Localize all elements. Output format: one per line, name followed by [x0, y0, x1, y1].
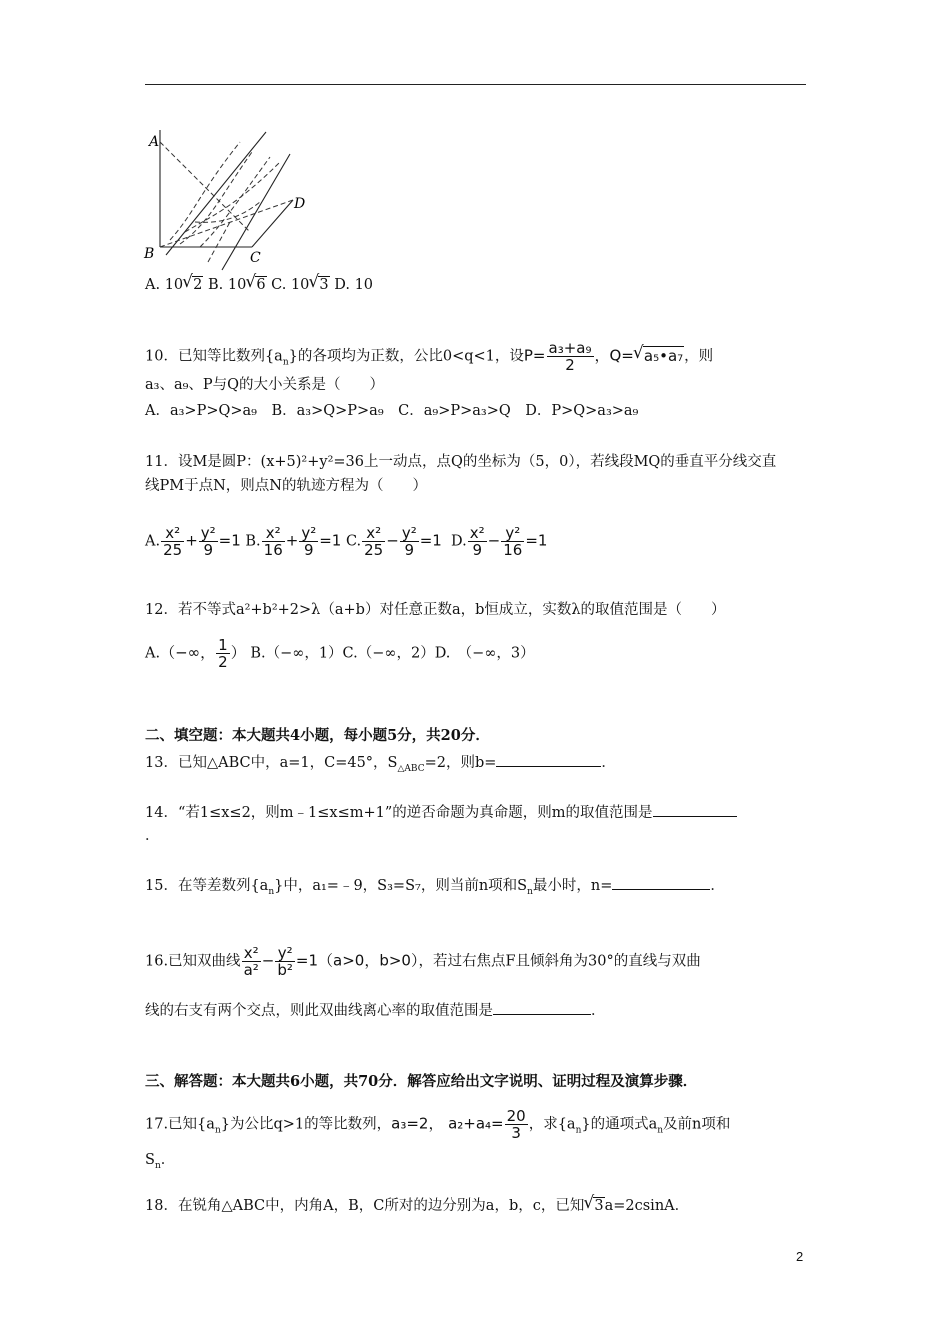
q10-options: A．a₃>P>Q>a₉ B．a₃>Q>P>a₉ C．a₉>P>a₃>Q D．P>Q>a₃>a₉: [145, 403, 639, 419]
q18: 18．在锐角△ABC中，内角A，B，C所对的边分别为a，b，c，已知√ 3a=2csinA．: [145, 1196, 689, 1216]
label-a: A: [149, 134, 160, 150]
q12-options: A.（−∞， $\frac{1}{2}$ ） B.（−∞，1）C.（−∞，2）D. （−∞，3）: [145, 636, 535, 671]
q16-line2: 线的右支有两个交点，则此双曲线离心率的取值范围是 ．: [145, 1000, 606, 1021]
q16-line1: 16.已知双曲线 $\frac{\text{x²}}{\text{a²}}$ − $\frac{\text{y²}}{\text{b²}}$ =1（a>0，b>0），若过右焦点F且倾斜角为30°的直线与双曲: [145, 944, 701, 979]
q17-line2: $S_n$．: [145, 1152, 176, 1171]
geometry-figure: [140, 122, 320, 272]
q11-options: A. $\frac{\text{x²}}{25}$ + $\frac{\text{y²}}{9}$ =1 B. $\frac{\text{x²}}{16}$ + $\frac{\text{y²}}{9}$ =1 C. $\frac{\text{x²}}{25}$ − $\frac{\text{y²}}{9}$ =1 D. $\frac{\text{x²}}{9}$ − $\frac{\text{y²}}{16}$ =1: [145, 524, 548, 559]
p-fraction: $\frac{\text{a₃+a₉}}{2}$: [548, 339, 592, 374]
label-c: C: [250, 250, 261, 266]
section3-title: 三、解答题：本大题共6小题，共70分．解答应给出文字说明、证明过程及演算步骤．: [145, 1073, 698, 1090]
q14-end: ．: [145, 828, 160, 844]
q9-options: A. 10√ 2 B. 10√ 6 C. 10√ 3 D. 10: [145, 275, 373, 295]
answer-blank[interactable]: [493, 1000, 591, 1015]
label-d: D: [294, 196, 306, 212]
header-rule: [145, 84, 806, 85]
answer-blank[interactable]: [653, 802, 737, 817]
q10-line2: a₃、a₉、P与Q的大小关系是（ ）: [145, 377, 385, 393]
q11-line1: 11．设M是圆P：(x+5)²+y²=36上一动点，点Q的坐标为（5，0），若线段MQ的垂直平分线交直: [145, 454, 777, 470]
q13: 13．已知△ABC中，a=1，C=45°，$S_{\triangle ABC}=2$，则b= ．: [145, 752, 616, 779]
answer-blank[interactable]: [496, 752, 601, 767]
q12-line1: 12．若不等式a²+b²+2>λ（a+b）对任意正数a，b恒成立，实数λ的取值范围是（ ）: [145, 602, 726, 618]
q14: 14．“若1≤x≤2，则m﹣1≤x≤m+1”的逆否命题为真命题，则m的取值范围是: [145, 802, 737, 823]
q17-line1: 17.已知$\{a_n\}$为公比q>1的等比数列，a₃=2， a₂+a₄= $\frac{20}{3}$ ，求$\{a_n\}$的通项式$a_n$及前n项和: [145, 1107, 731, 1142]
label-b: B: [144, 246, 155, 262]
section2-title: 二、填空题：本大题共4小题，每小题5分，共20分．: [145, 727, 490, 744]
q15: 15．在等差数列$\{a_n\}$中，a₁=﹣9，S₃=S₇，则当前n项和$S_n$最小时，n= ．: [145, 875, 725, 902]
answer-blank[interactable]: [612, 875, 710, 890]
q11-line2: 线PM于点N，则点N的轨迹方程为（ ）: [145, 478, 427, 494]
q10-line1: 10．已知等比数列$\{a_n\}$的各项均为正数，公比0<q<1，设P= $\frac{\text{a₃+a₉}}{2}$ ，Q=√ a₅•a₇，则: [145, 340, 713, 373]
page-number: 2: [796, 1249, 804, 1264]
